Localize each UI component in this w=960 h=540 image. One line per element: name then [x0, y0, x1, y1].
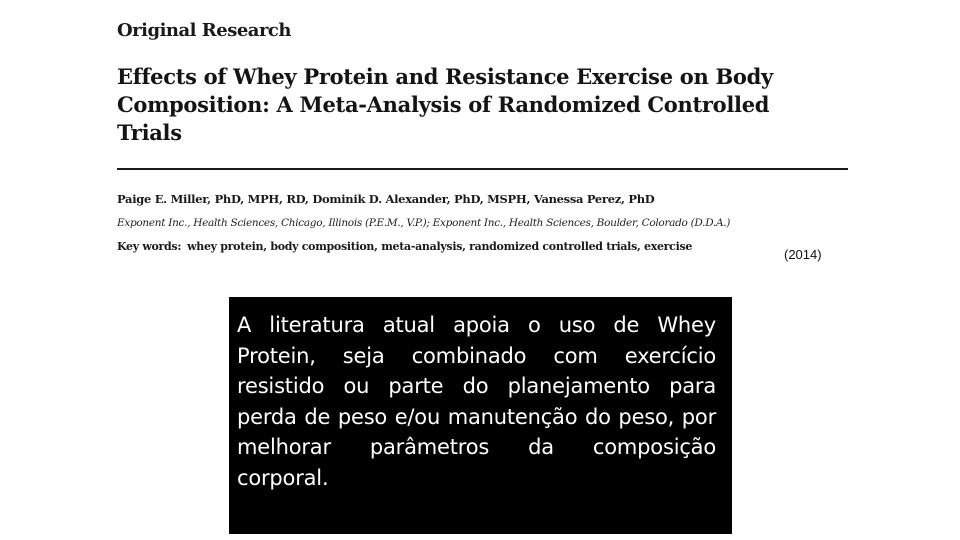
- author-affiliations: Exponent Inc., Health Sciences, Chicago, Illinois (P.E.M., V.P.); Exponent Inc., Health Sciences, Boulder, Colorado (D.D.A.): [117, 217, 731, 229]
- title-divider: [117, 168, 848, 170]
- keywords-list: whey protein, body composition, meta-analysis, randomized controlled trials, exercise: [187, 240, 693, 253]
- keywords-line: [117, 240, 692, 253]
- author-list: Paige E. Miller, PhD, MPH, RD, Dominik D. Alexander, PhD, MSPH, Vanessa Perez, PhD: [117, 192, 655, 206]
- summary-text: A literatura atual apoia o uso de Whey Protein, seja combinado com exercício resistido ou parte do planejamento para perda de peso e/ou manutenção do peso, por melhorar parâmetros da composição corporal.: [237, 313, 716, 490]
- section-label: Original Research: [117, 20, 291, 41]
- paper-title: Effects of Whey Protein and Resistance Exercise on Body Composition: A Meta-Analysis of Randomized Controlled Trials: [117, 64, 773, 145]
- publication-year: (2014): [784, 247, 822, 262]
- summary-box: [229, 297, 732, 534]
- keywords-label: Key words:: [117, 240, 182, 253]
